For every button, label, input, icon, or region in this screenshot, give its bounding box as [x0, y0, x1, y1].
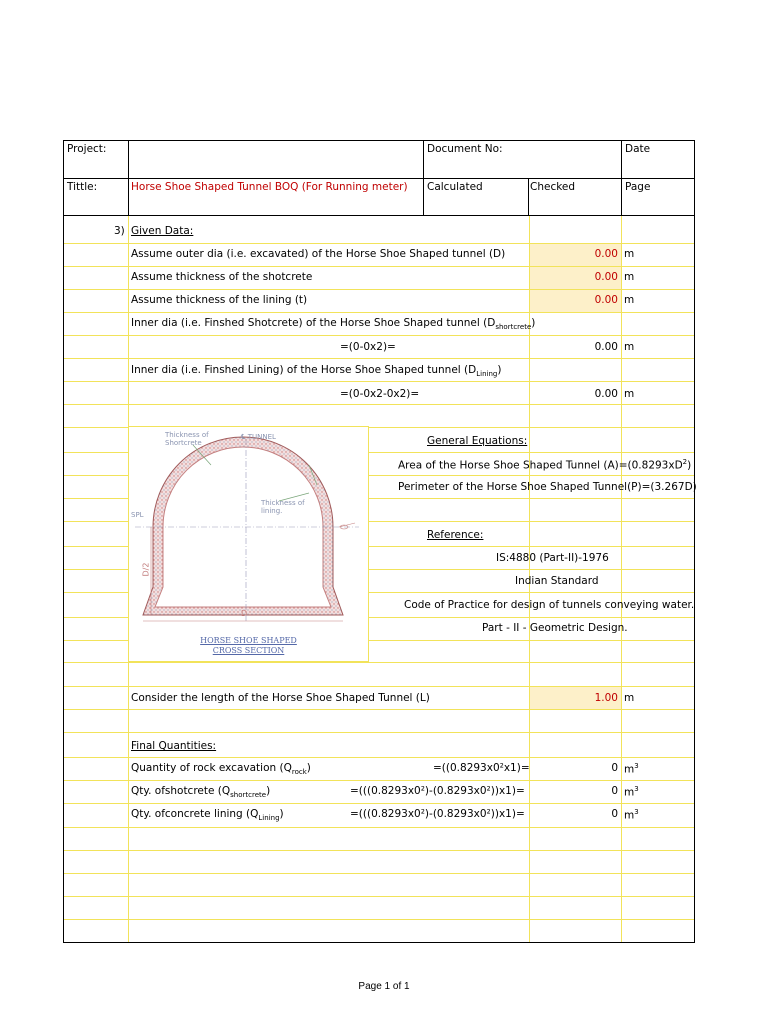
calculated-label: Calculated: [427, 181, 483, 193]
perimeter-equation: Perimeter of the Horse Shoe Shaped Tunnel(P)=(3.267D): [398, 481, 697, 493]
outer-dia-value[interactable]: 0.00: [594, 248, 618, 260]
inner-lining-value: 0.00: [594, 388, 618, 400]
inner-shot-formula: =(0-0x2)=: [340, 341, 396, 353]
reference-heading: Reference:: [427, 529, 484, 541]
rock-excavation-value: 0: [611, 762, 618, 774]
inner-lining-formula: =(0-0x2-0x2)=: [340, 388, 420, 400]
lining-qty-unit: $m^3$: [624, 808, 639, 822]
inner-shot-label: Inner dia (i.e. Finshed Shotcrete) of the Horse Shoe Shaped tunnel $(D_{shortcrete})$: [131, 317, 536, 332]
inner-shot-value: 0.00: [594, 341, 618, 353]
title-value: Horse Shoe Shaped Tunnel BOQ (For Running meter): [131, 181, 408, 193]
given-data-heading: Given Data:: [131, 225, 194, 237]
inner-lining-unit: m: [624, 388, 635, 400]
shotcrete-value[interactable]: 0.00: [594, 271, 618, 283]
tunnel-centerline-label: ℄ TUNNEL: [241, 433, 276, 441]
d-label: D: [241, 609, 248, 618]
length-unit: m: [624, 692, 635, 704]
inner-lining-label: Inner dia (i.e. Finshed Lining) of the Horse Shoe Shaped tunnel $(D_{Lining})$: [131, 364, 502, 379]
date-label: Date: [625, 143, 651, 155]
shotcrete-qty-unit: $m^3$: [624, 785, 639, 799]
title-label: Tittle:: [67, 181, 98, 193]
shotcrete-qty-formula: =(((0.8293x0²)-(0.8293x0²))x1)=: [350, 785, 525, 797]
cross-section-diagram: [128, 426, 369, 662]
shotcrete-qty-label: Qty. ofshotcrete $(Q_{shortcrete})$: [131, 785, 271, 800]
shotcrete-unit: m: [624, 271, 635, 283]
shotcrete-qty-value: 0: [611, 785, 618, 797]
lining-qty-value: 0: [611, 808, 618, 820]
lining-note-2: lining.: [261, 507, 283, 515]
shotcrete-note-1: Thickness of: [165, 431, 209, 439]
length-label: Consider the length of the Horse Shoe Shaped Tunnel (L): [131, 692, 430, 704]
area-equation: Area of the Horse Shoe Shaped Tunnel $(A)=(0.8293xD^2)$: [398, 458, 692, 472]
document-label: Document No:: [427, 143, 503, 155]
half-d-label: D/2: [141, 562, 151, 577]
lining-value[interactable]: 0.00: [594, 294, 618, 306]
reference-line-4: Part - II - Geometric Design.: [482, 622, 628, 634]
project-label: Project:: [67, 143, 107, 155]
rock-excavation-unit: $m^3$: [624, 762, 639, 776]
equations-heading: General Equations:: [427, 435, 528, 447]
final-heading: Final Quantities:: [131, 740, 217, 752]
shotcrete-note-2: Shortcrete: [165, 439, 202, 447]
lining-unit: m: [624, 294, 635, 306]
caption-line-2: CROSS SECTION: [212, 646, 285, 655]
reference-line-1: IS:4880 (Part-II)-1976: [496, 552, 609, 564]
inner-shot-unit: m: [624, 341, 635, 353]
reference-line-2: Indian Standard: [515, 575, 599, 587]
checked-label: Checked: [530, 181, 576, 193]
outer-dia-unit: m: [624, 248, 635, 260]
page-footer: Page 1 of 1: [358, 981, 410, 992]
length-value[interactable]: 1.00: [594, 692, 618, 704]
reference-line-3: Code of Practice for design of tunnels conveying water.: [404, 599, 695, 611]
page-label: Page: [625, 181, 651, 193]
outer-dia-label: Assume outer dia (i.e. excavated) of the Horse Shoe Shaped tunnel (D): [131, 248, 506, 260]
spl-label: SPL: [131, 511, 144, 519]
caption-line-1: HORSE SHOE SHAPED: [200, 636, 297, 645]
shotcrete-label: Assume thickness of the shotcrete: [131, 271, 313, 283]
section-index: 3): [114, 225, 125, 237]
lining-note-1: Thickness of: [261, 499, 305, 507]
lining-label: Assume thickness of the lining (t): [131, 294, 308, 306]
rock-excavation-label: Quantity of rock excavation $(Q_{rock})$: [131, 762, 311, 777]
tunnel-cross-section-drawing: [129, 427, 368, 661]
rock-excavation-formula: =((0.8293x0²x1)=: [433, 762, 530, 774]
lining-qty-formula: =(((0.8293x0²)-(0.8293x0²))x1)=: [350, 808, 525, 820]
lining-qty-label: Qty. ofconcrete lining $(Q_{Lining})$: [131, 808, 284, 823]
